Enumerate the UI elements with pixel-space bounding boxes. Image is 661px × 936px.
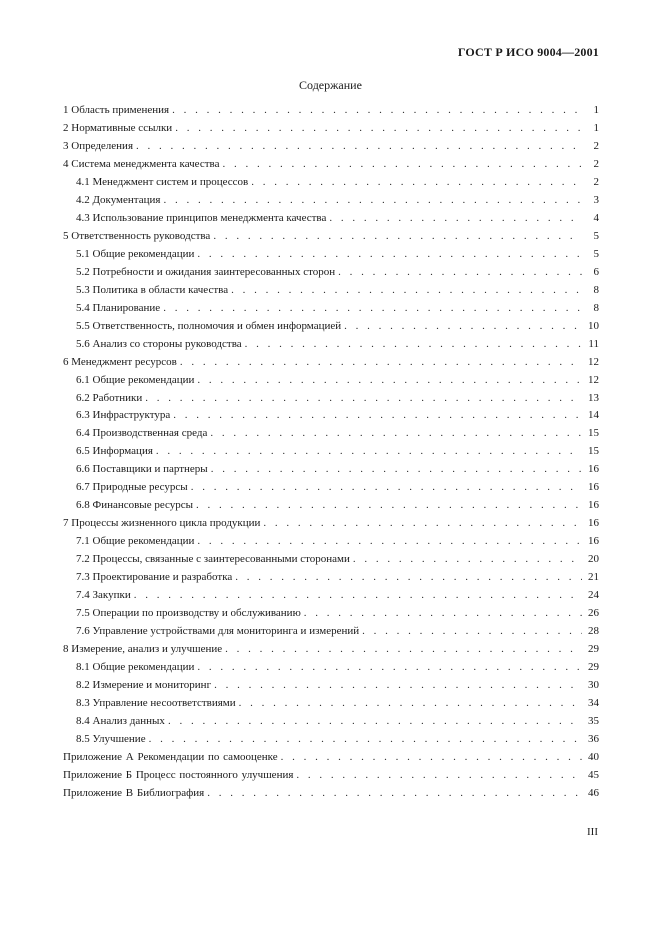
page-number: III [587, 826, 598, 838]
toc-entry-title: 6.1 Общие рекомендации [76, 373, 195, 386]
toc-entry-title: 5.1 Общие рекомендации [76, 247, 195, 260]
toc-entry [63, 246, 599, 264]
toc-entry-page: 20 [588, 553, 599, 566]
toc-dot-leader [231, 282, 582, 300]
toc-entry-page: 8 [593, 301, 599, 314]
toc-entry [63, 120, 599, 138]
toc-entry [63, 264, 599, 282]
toc-entry-page: 28 [588, 625, 599, 638]
toc-entry-page: 24 [588, 589, 599, 602]
toc-entry-title: Приложение Б Процесс постоянного улучшения [63, 768, 294, 781]
toc-entry-page: 26 [588, 607, 599, 620]
toc-entry [63, 659, 599, 677]
toc-entry-title: 7.6 Управление устройствами для мониторинга и измерений [76, 625, 360, 638]
toc-entry [63, 515, 599, 533]
toc-dot-leader [173, 407, 582, 425]
toc-dot-leader [210, 425, 582, 443]
toc-entry-page: 12 [588, 373, 599, 386]
toc-dot-leader [344, 318, 582, 336]
toc-entry-page: 3 [593, 193, 599, 206]
toc-dot-leader [362, 623, 582, 641]
toc-entry [63, 228, 599, 246]
toc-entry [63, 138, 599, 156]
toc-entry [63, 533, 599, 551]
toc-entry [63, 479, 599, 497]
toc-entry [63, 767, 599, 785]
toc-entry-title: 6.2 Работники [76, 391, 143, 404]
toc-dot-leader [251, 174, 582, 192]
toc-dot-leader [296, 767, 582, 785]
toc-entry-title: 5.4 Планирование [76, 301, 161, 314]
toc-entry [63, 336, 599, 354]
toc-dot-leader [180, 354, 582, 372]
toc-entry [63, 605, 599, 623]
toc-entry [63, 569, 599, 587]
toc-entry-title: 8.5 Улучшение [76, 732, 146, 745]
toc-entry-page: 5 [593, 229, 599, 242]
toc-entry-page: 2 [593, 157, 599, 170]
toc-title: Содержание [299, 78, 362, 92]
toc-entry [63, 623, 599, 641]
toc-entry-title: 5.3 Политика в области качества [76, 283, 229, 296]
toc-dot-leader [191, 479, 582, 497]
toc-entry-title: 6 Менеджмент ресурсов [63, 355, 177, 368]
toc-entry-title: 4.2 Документация [76, 193, 161, 206]
toc-dot-leader [225, 641, 582, 659]
document-header: ГОСТ Р ИСО 9004—2001 [457, 45, 599, 59]
toc-entry-title: 1 Область применения [63, 104, 170, 116]
toc-entry-title: 5.5 Ответственность, полномочия и обмен информацией [76, 319, 342, 332]
toc-entry-title: 8.3 Управление несоответствиями [76, 696, 236, 709]
toc-entry [63, 174, 599, 192]
toc-entry-page: 34 [588, 696, 599, 709]
toc-entry-title: 7.4 Закупки [76, 589, 131, 602]
toc-dot-leader [196, 497, 582, 515]
toc-entry-title: 6.7 Природные ресурсы [76, 481, 188, 494]
toc-entry-title: 4.1 Менеджмент систем и процессов [76, 175, 249, 188]
toc-dot-leader [134, 587, 582, 605]
toc-dot-leader [163, 300, 582, 318]
toc-entry-title: 6.6 Поставщики и партнеры [76, 463, 208, 476]
toc-entry-page: 16 [588, 481, 599, 494]
toc-entry-page: 15 [588, 445, 599, 458]
toc-dot-leader [239, 695, 582, 713]
toc-entry-page: 35 [588, 714, 599, 727]
toc-entry [63, 497, 599, 515]
toc-entry-page: 2 [593, 175, 599, 188]
toc-entry-title: 5.6 Анализ со стороны руководства [76, 337, 242, 350]
toc-entry [63, 300, 599, 318]
toc-entry-page: 29 [588, 643, 599, 656]
toc-entry-title: 6.5 Информация [76, 445, 153, 458]
toc-entry-title: 5.2 Потребности и ожидания заинтересованных сторон [76, 265, 336, 278]
toc-entry-page: 8 [593, 283, 599, 296]
toc-entry-page: 2 [593, 139, 599, 152]
toc-entry [63, 749, 599, 767]
toc-entry [63, 390, 599, 408]
toc-entry-page: 30 [588, 679, 599, 691]
toc-dot-leader [207, 785, 582, 803]
toc-entry [63, 407, 599, 425]
toc-entry-page: 10 [588, 319, 599, 332]
toc-dot-leader [156, 443, 582, 461]
toc-entry-title: Приложение В Библиография [63, 786, 205, 799]
toc-entry-title: Приложение А Рекомендации по самооценке [63, 750, 278, 763]
toc-entry [63, 102, 599, 120]
toc-entry [63, 210, 599, 228]
toc-entry [63, 731, 599, 749]
toc-entry-page: 5 [593, 247, 599, 260]
toc-dot-leader [245, 336, 582, 354]
toc-entry-page: 36 [588, 732, 599, 745]
toc-entry [63, 354, 599, 372]
toc-entry [63, 551, 599, 569]
toc-dot-leader [149, 731, 582, 749]
toc-entry [63, 785, 599, 803]
toc-dot-leader [145, 390, 582, 408]
toc-entry-title: 8.1 Общие рекомендации [76, 661, 195, 674]
toc-entry-page: 13 [588, 391, 599, 404]
toc-entry-page: 14 [588, 409, 599, 422]
toc-dot-leader [197, 533, 582, 551]
toc-entry-title: 7.1 Общие рекомендации [76, 535, 195, 548]
toc-entry [63, 372, 599, 390]
toc-entry-page: 16 [588, 517, 599, 530]
toc-dot-leader [338, 264, 582, 282]
toc-entry-title: 6.8 Финансовые ресурсы [76, 499, 193, 512]
toc-entry [63, 641, 599, 659]
toc-entry-page: 1 [593, 121, 599, 134]
toc-dot-leader [163, 192, 582, 210]
toc-dot-leader [235, 569, 582, 587]
toc-entry-title: 4.3 Использование принципов менеджмента качества [76, 211, 327, 224]
toc-entry-page: 40 [588, 750, 599, 763]
toc-entry [63, 587, 599, 605]
toc-dot-leader [353, 551, 582, 569]
toc-entry-title: 7.3 Проектирование и разработка [76, 571, 233, 584]
toc-entry [63, 425, 599, 443]
toc-entry-page: 45 [588, 768, 599, 781]
toc-dot-leader [197, 372, 582, 390]
toc-entry-title: 4 Система менеджмента качества [63, 157, 220, 170]
toc-entry-title: 3 Определения [63, 139, 134, 152]
toc-entry-title: 2 Нормативные ссылки [63, 121, 173, 134]
toc-entry-page: 46 [588, 786, 599, 799]
toc-entry-page: 16 [588, 463, 599, 476]
toc-entry-page: 6 [593, 265, 599, 278]
toc-dot-leader [211, 461, 582, 479]
toc-entry-page: 16 [588, 499, 599, 512]
toc-dot-leader [136, 138, 582, 156]
toc-dot-leader [175, 120, 582, 138]
toc-entry-page: 12 [588, 355, 599, 368]
table-of-contents [63, 102, 599, 803]
toc-dot-leader [168, 713, 582, 731]
toc-entry [63, 695, 599, 713]
toc-entry [63, 192, 599, 210]
toc-entry-title: 8.2 Измерение и мониторинг [76, 679, 212, 691]
toc-entry-title: 6.4 Производственная среда [76, 427, 208, 440]
toc-entry [63, 443, 599, 461]
toc-entry-title: 7.2 Процессы, связанные с заинтересованными сторонами [76, 553, 350, 566]
toc-entry-page: 11 [588, 337, 599, 350]
toc-dot-leader [329, 210, 582, 228]
toc-entry-title: 7 Процессы жизненного цикла продукции [63, 517, 261, 530]
toc-entry [63, 318, 599, 336]
toc-entry-page: 15 [588, 427, 599, 440]
toc-entry-page: 29 [588, 661, 599, 674]
toc-entry-title: 6.3 Инфраструктура [76, 409, 171, 422]
toc-entry-title: 5 Ответственность руководства [63, 229, 211, 242]
toc-entry-title: 8.4 Анализ данных [76, 714, 165, 727]
toc-entry [63, 713, 599, 731]
toc-dot-leader [263, 515, 582, 533]
toc-entry-page: 21 [588, 571, 599, 584]
toc-entry-page: 1 [593, 104, 599, 116]
toc-entry-page: 4 [593, 211, 599, 224]
toc-dot-leader [304, 605, 582, 623]
toc-entry-title: 7.5 Операции по производству и обслуживанию [76, 607, 301, 620]
toc-dot-leader [172, 102, 582, 120]
toc-entry [63, 156, 599, 174]
toc-dot-leader [197, 246, 582, 264]
toc-dot-leader [214, 677, 582, 695]
toc-entry [63, 461, 599, 479]
toc-dot-leader [213, 228, 582, 246]
toc-entry [63, 677, 599, 695]
toc-dot-leader [281, 749, 582, 767]
toc-entry-title: 8 Измерение, анализ и улучшение [63, 643, 223, 656]
toc-dot-leader [222, 156, 582, 174]
toc-entry-page: 16 [588, 535, 599, 548]
toc-entry [63, 282, 599, 300]
toc-dot-leader [197, 659, 582, 677]
